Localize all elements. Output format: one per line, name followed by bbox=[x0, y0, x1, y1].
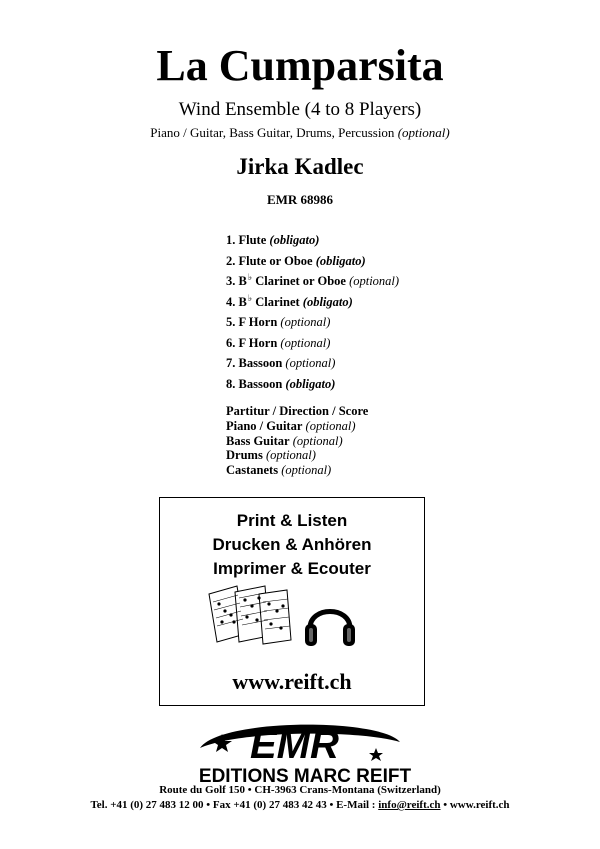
part-note: (obligato) bbox=[285, 376, 336, 391]
publisher-name: EDITIONS MARC REIFT bbox=[198, 766, 412, 787]
part-name: F Horn bbox=[238, 315, 278, 329]
extra-note: (optional) bbox=[292, 433, 343, 448]
part-number: 3. bbox=[226, 274, 236, 288]
catalog-number: EMR 68986 bbox=[266, 192, 334, 207]
extra-item bbox=[226, 434, 368, 449]
part-name: B bbox=[238, 274, 247, 288]
part-name: Flute bbox=[238, 233, 267, 247]
part-name: Bassoon bbox=[238, 356, 283, 370]
contact-website: • www.reift.ch bbox=[440, 799, 510, 811]
part-number: 5. bbox=[226, 315, 236, 329]
part-number: 1. bbox=[226, 233, 236, 247]
extra-note: (optional) bbox=[281, 463, 332, 478]
instrumentation-line bbox=[0, 125, 600, 141]
part-item bbox=[226, 233, 399, 254]
part-number: 8. bbox=[226, 376, 236, 391]
headphones-icon bbox=[300, 592, 360, 652]
part-item bbox=[226, 315, 399, 336]
logo-emr-text: EMR bbox=[250, 723, 339, 767]
extra-name: Drums bbox=[226, 448, 263, 463]
subtitle: Wind Ensemble (4 to 8 Players) bbox=[178, 99, 422, 120]
part-name: Flute or Oboe bbox=[238, 253, 313, 268]
instrumentation-text: Piano / Guitar, Bass Guitar, Drums, Percussion bbox=[150, 125, 395, 140]
extra-item bbox=[226, 419, 368, 434]
part-item bbox=[226, 377, 399, 398]
flat-sign: ♭ bbox=[247, 272, 253, 282]
website-link[interactable]: www.reift.ch bbox=[232, 669, 352, 694]
part-name-suffix: Clarinet or Oboe bbox=[255, 274, 346, 288]
emr-logo bbox=[160, 712, 450, 790]
part-note: (optional) bbox=[349, 274, 400, 288]
extra-item bbox=[226, 404, 368, 419]
part-note: (optional) bbox=[285, 356, 336, 370]
part-note: (optional) bbox=[280, 335, 331, 350]
title: La Cumparsita bbox=[156, 41, 444, 90]
extra-note: (optional) bbox=[305, 418, 356, 433]
part-item bbox=[226, 356, 399, 377]
extra-item bbox=[226, 463, 368, 478]
part-item bbox=[226, 292, 399, 316]
part-name-suffix: Clarinet bbox=[255, 294, 300, 309]
extra-item bbox=[226, 448, 368, 463]
composer: Jirka Kadlec bbox=[236, 154, 364, 179]
part-number: 7. bbox=[226, 356, 236, 370]
publisher-address: Route du Golf 150 • CH-3963 Crans-Montana (Switzerland) bbox=[159, 784, 441, 796]
part-item bbox=[226, 336, 399, 357]
part-number: 2. bbox=[226, 253, 236, 268]
extra-note: (optional) bbox=[265, 448, 316, 463]
sheet-music-icon bbox=[207, 584, 293, 646]
part-note: (optional) bbox=[280, 315, 331, 329]
promo-line-german: Drucken & Anhören bbox=[212, 535, 372, 554]
part-name: F Horn bbox=[238, 335, 278, 350]
promo-line-english: Print & Listen bbox=[236, 511, 348, 530]
email-link[interactable]: info@reift.ch bbox=[378, 799, 441, 811]
extras-list bbox=[226, 404, 368, 478]
part-item bbox=[226, 254, 399, 275]
part-note: (obligato) bbox=[302, 294, 353, 309]
extra-name: Partitur / Direction / Score bbox=[226, 404, 369, 418]
parts-list bbox=[226, 233, 399, 397]
part-name: Bassoon bbox=[238, 376, 283, 391]
print-listen-box[interactable] bbox=[159, 497, 425, 706]
instrumentation-optional: (optional) bbox=[397, 125, 450, 140]
publisher-contact bbox=[0, 798, 600, 812]
part-name: B bbox=[238, 294, 247, 309]
extra-name: Piano / Guitar bbox=[226, 418, 303, 433]
extra-name: Bass Guitar bbox=[226, 433, 290, 448]
part-note: (obligato) bbox=[315, 253, 366, 268]
contact-phone-fax: Tel. +41 (0) 27 483 12 00 • Fax +41 (0) 27 483 42 43 • E-Mail : bbox=[90, 799, 379, 811]
part-number: 4. bbox=[226, 294, 236, 309]
extra-name: Castanets bbox=[226, 463, 279, 478]
part-number: 6. bbox=[226, 335, 236, 350]
part-note: (obligato) bbox=[269, 233, 320, 247]
flat-sign: ♭ bbox=[247, 292, 253, 303]
promo-line-french: Imprimer & Ecouter bbox=[213, 559, 371, 578]
part-item bbox=[226, 274, 399, 295]
